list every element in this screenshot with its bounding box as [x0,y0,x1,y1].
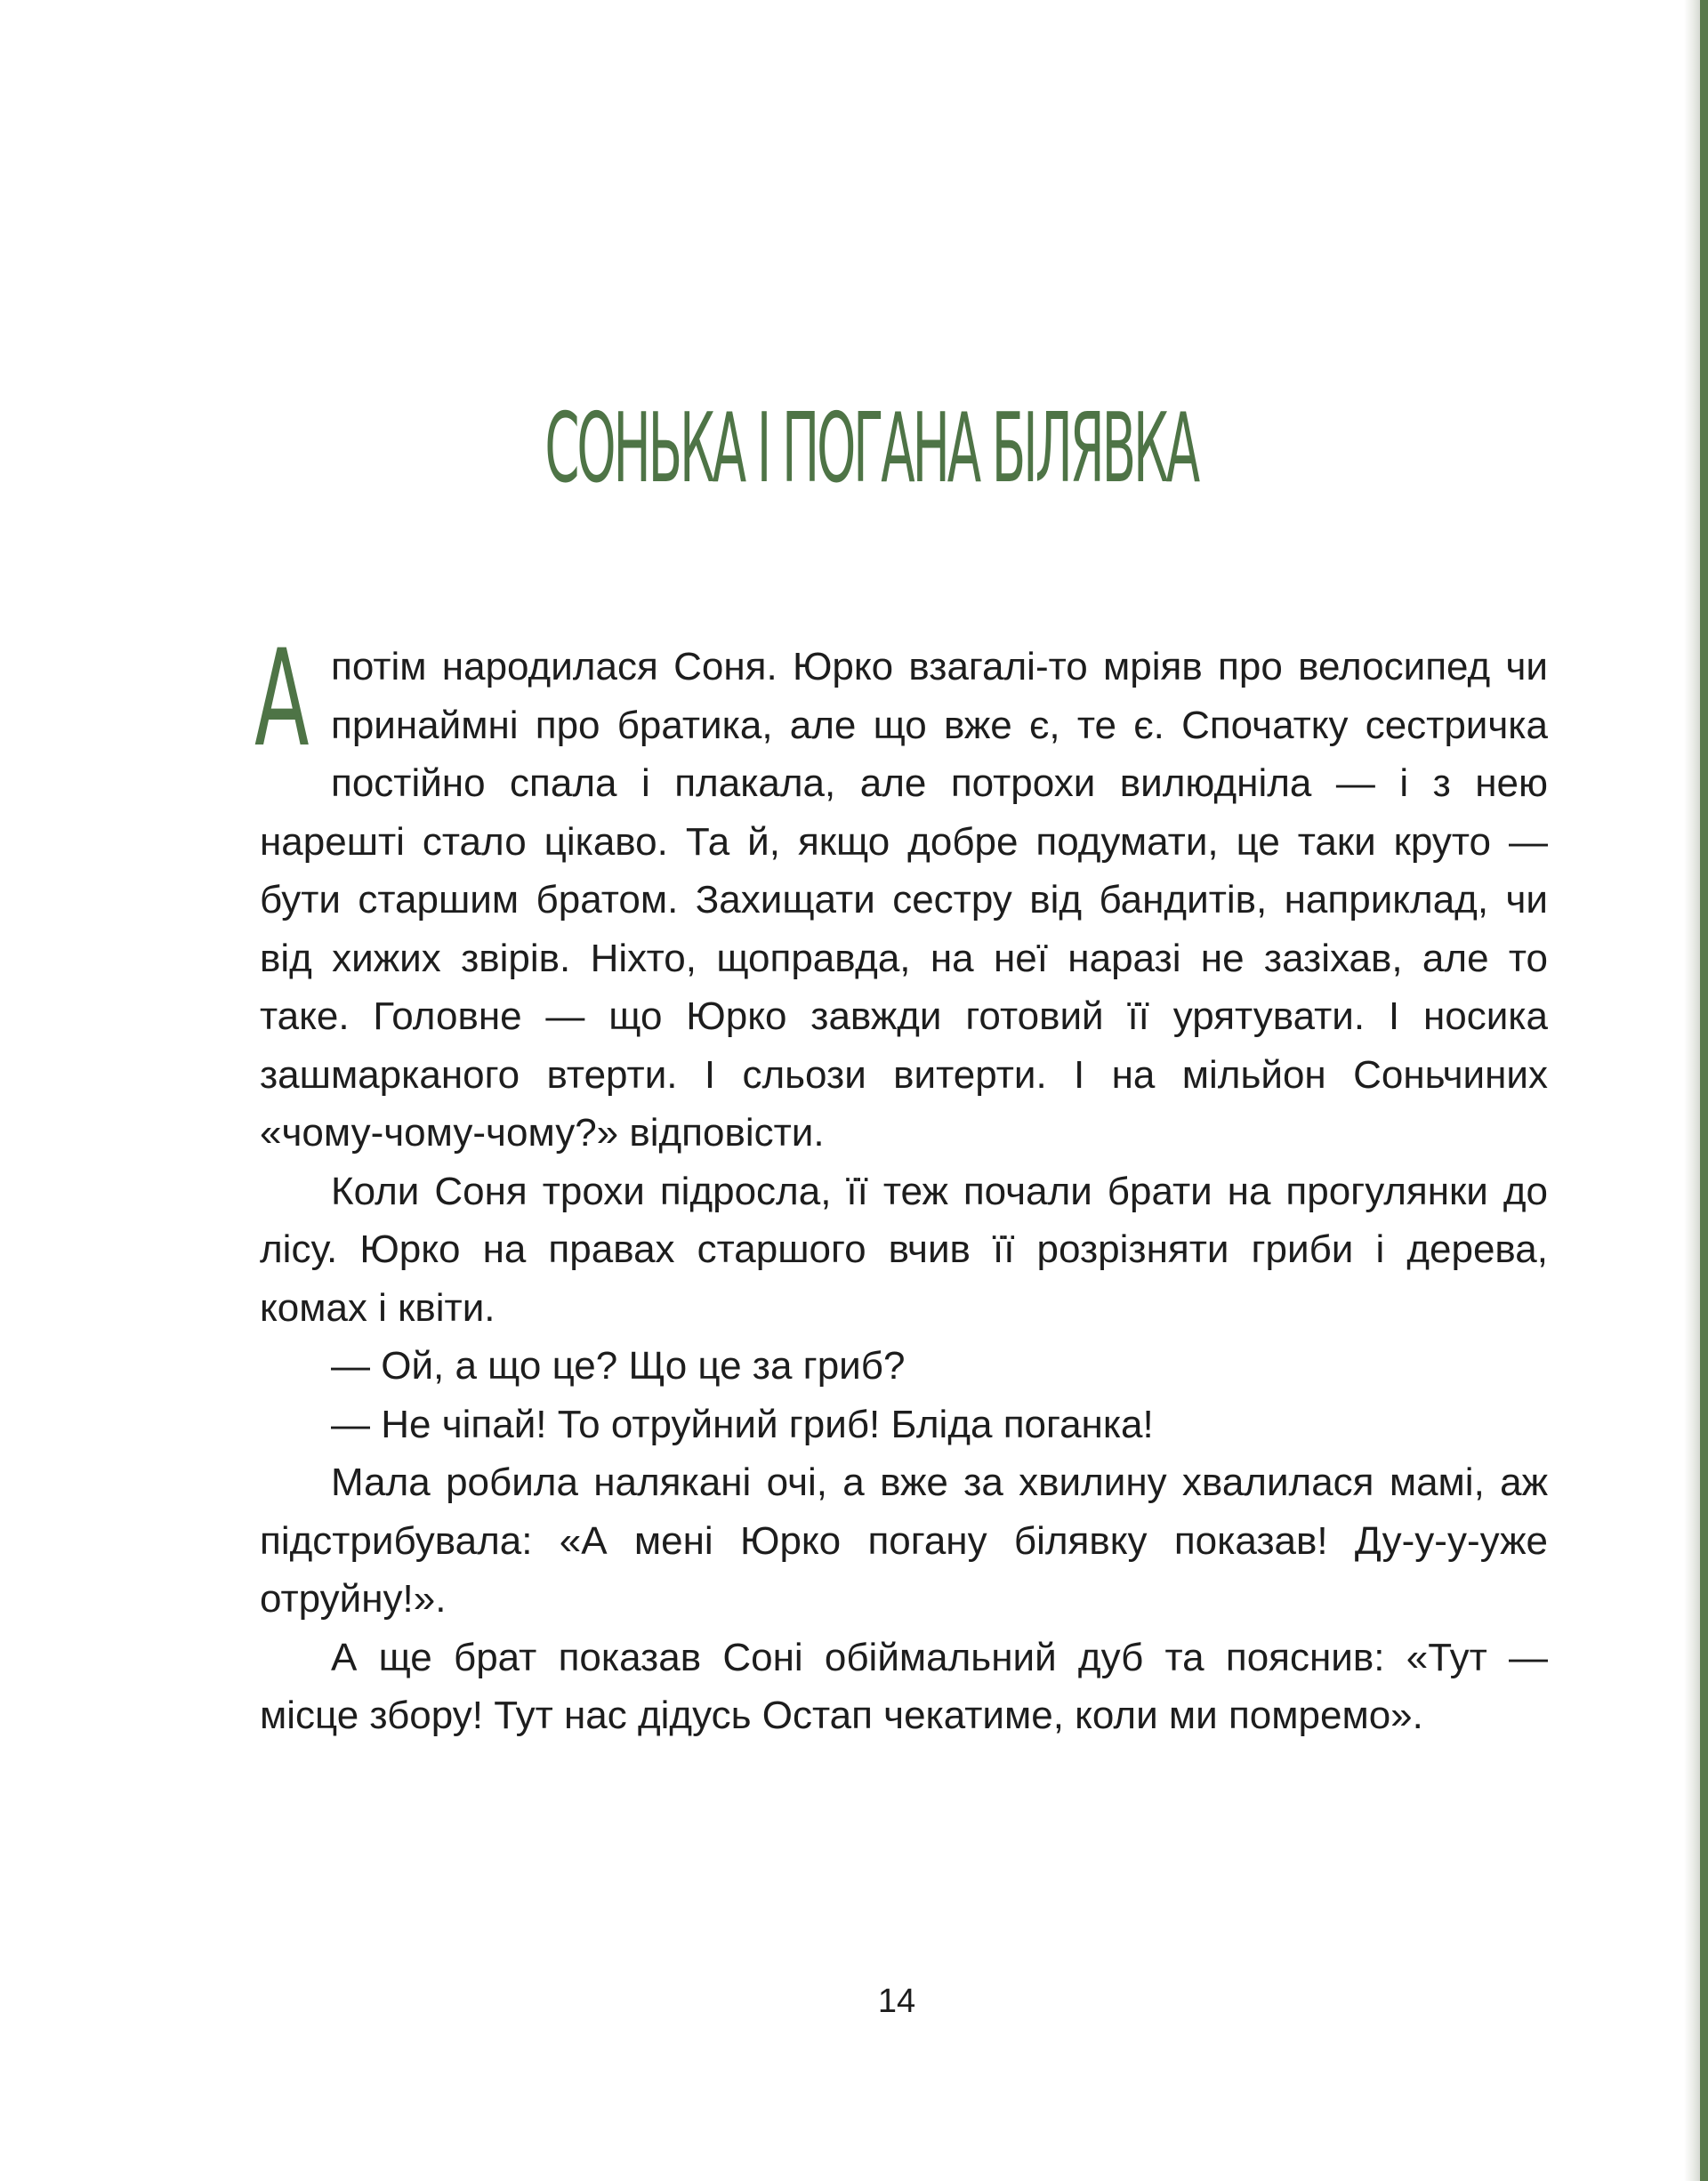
body-text [254,622,1548,1745]
paragraph-4: А ще брат показав Соні обіймальний дуб та пояснив: «Тут — місце збору! Тут нас дідусь Остап чекатиме, коли ми помремо». [260,1635,1548,1737]
paragraph-2: Коли Соня трохи підросла, її теж почали брати на прогулянки до лісу. Юрко на правах старшого вчив її розрізняти гриби і дерева, комах і квіти. [260,1169,1548,1330]
dialogue-line-2: — Не чіпай! То отруйний гриб! Бліда поганка! [331,1402,1154,1446]
paragraph-1 [254,622,1548,1163]
paragraph-1-text: потім народилася Соня. Юрко взагалі-то мріяв про велосипед чи принаймні про братика, але що вже є, те є. Спочатку сестричка постійно спала і плакала, але потрохи вилюдніла — і з нею нарешті стало цікаво. Та й, якщо добре подумати, це таки круто — бути старшим братом. Захищати сестру від бандитів, наприклад, чи від хижих звірів. Ніхто, щоправда, на неї наразі не зазіхав, але то таке. Головне — що Юрко завжди готовий її урятувати. І носика зашмарканого втерти. І сльози витерти. І на мільйон Соньчиних «чому-чому-чому?» відповісти. [260,645,1548,1155]
dialogue-line-1: — Ой, а що це? Що це за гриб? [331,1344,906,1388]
cover-edge-strip [1700,0,1708,2181]
page-number: 14 [877,1983,916,2020]
paragraph-3: Мала робила налякані очі, а вже за хвилину хвалилася мамі, аж підстрибувала: «А мені Юрко погану білявку показав! Ду-у-у-уже отруйну!». [260,1461,1548,1621]
drop-cap: А [254,622,310,777]
chapter-title: СОНЬКА І ПОГАНА БІЛЯВКА [544,393,1198,504]
page-edge-shadow [1684,0,1700,2181]
